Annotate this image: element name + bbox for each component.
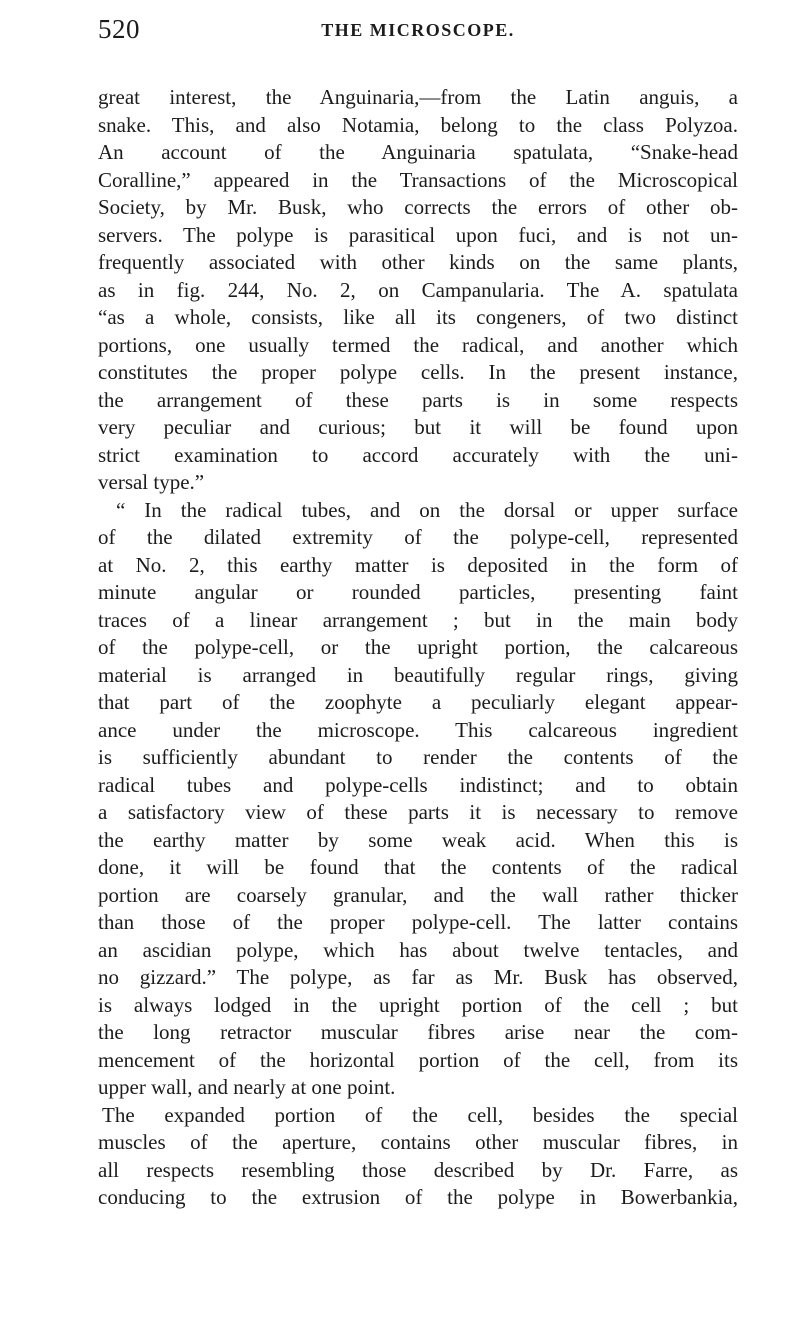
text-line: the long retractor muscular fibres arise near the com-	[98, 1020, 738, 1044]
text-line: snake. This, and also Notamia, belong to the class Polyzoa.	[98, 112, 738, 137]
text-line: a satisfactory view of these parts it is necessary to remove	[98, 800, 738, 824]
text-line: very peculiar and curious; but it will be found upon	[98, 415, 738, 439]
text-line: constitutes the proper polype cells. In the present instance,	[98, 360, 738, 384]
text-line: done, it will be found that the contents of the radical	[98, 855, 738, 879]
text-line: great interest, the Anguinaria,—from the Latin anguis, a	[98, 85, 738, 109]
text-line: portions, one usually termed the radical, and another which	[98, 332, 738, 357]
body-text	[98, 84, 738, 1212]
text-line: the arrangement of these parts is in some respects	[98, 387, 738, 412]
text-line: Coralline,” appeared in the Transactions of the Microscopical	[98, 167, 738, 192]
text-line: versal type.”	[98, 470, 205, 494]
text-line: frequently associated with other kinds on the same plants,	[98, 250, 738, 274]
text-line: portion are coarsely granular, and the wall rather thicker	[98, 882, 738, 907]
text-line: that part of the zoophyte a peculiarly elegant appear-	[98, 690, 738, 714]
text-line: an ascidian polype, which has about twelve tentacles, and	[98, 937, 738, 962]
text-line: is sufficiently abundant to render the contents of the	[98, 745, 738, 769]
text-line: material is arranged in beautifully regular rings, giving	[98, 662, 738, 687]
text-line: strict examination to accord accurately with the uni-	[98, 442, 738, 467]
text-line: than those of the proper polype-cell. The latter contains	[98, 910, 738, 934]
text-line: traces of a linear arrangement ; but in the main body	[98, 607, 738, 632]
text-line: no gizzard.” The polype, as far as Mr. Busk has observed,	[98, 965, 738, 989]
text-line: An account of the Anguinaria spatulata, “Snake-head	[98, 140, 738, 164]
text-line: conducing to the extrusion of the polype in Bowerbankia,	[98, 1185, 738, 1209]
running-title: THE MICROSCOPE.	[321, 20, 515, 40]
text-line: of the dilated extremity of the polype-cell, represented	[98, 525, 738, 549]
running-head	[98, 14, 738, 54]
text-line: mencement of the horizontal portion of the cell, from its	[98, 1047, 738, 1072]
text-line: at No. 2, this earthy matter is deposited in the form of	[98, 552, 738, 577]
text-line: upper wall, and nearly at one point.	[98, 1075, 396, 1099]
text-line: of the polype-cell, or the upright portion, the calcareous	[98, 635, 738, 659]
text-line: radical tubes and polype-cells indistinct; and to obtain	[98, 772, 738, 797]
text-line: all respects resembling those described by Dr. Farre, as	[98, 1157, 738, 1182]
text-line: “as a whole, consists, like all its congeners, of two distinct	[98, 305, 738, 329]
text-line: is always lodged in the upright portion of the cell ; but	[98, 992, 738, 1017]
text-line: servers. The polype is parasitical upon fuci, and is not un-	[98, 222, 738, 247]
text-line: muscles of the aperture, contains other muscular fibres, in	[98, 1130, 738, 1154]
text-line: “ In the radical tubes, and on the dorsal or upper surface	[116, 497, 738, 522]
text-line: the earthy matter by some weak acid. When this is	[98, 827, 738, 852]
text-line: Society, by Mr. Busk, who corrects the errors of other ob-	[98, 195, 738, 219]
page-number: 520	[98, 14, 140, 44]
text-line: ance under the microscope. This calcareous ingredient	[98, 717, 738, 742]
text-line: The expanded portion of the cell, besides the special	[102, 1102, 738, 1127]
text-line: minute angular or rounded particles, presenting faint	[98, 580, 738, 604]
text-line: as in fig. 244, No. 2, on Campanularia. The A. spatulata	[98, 277, 738, 302]
